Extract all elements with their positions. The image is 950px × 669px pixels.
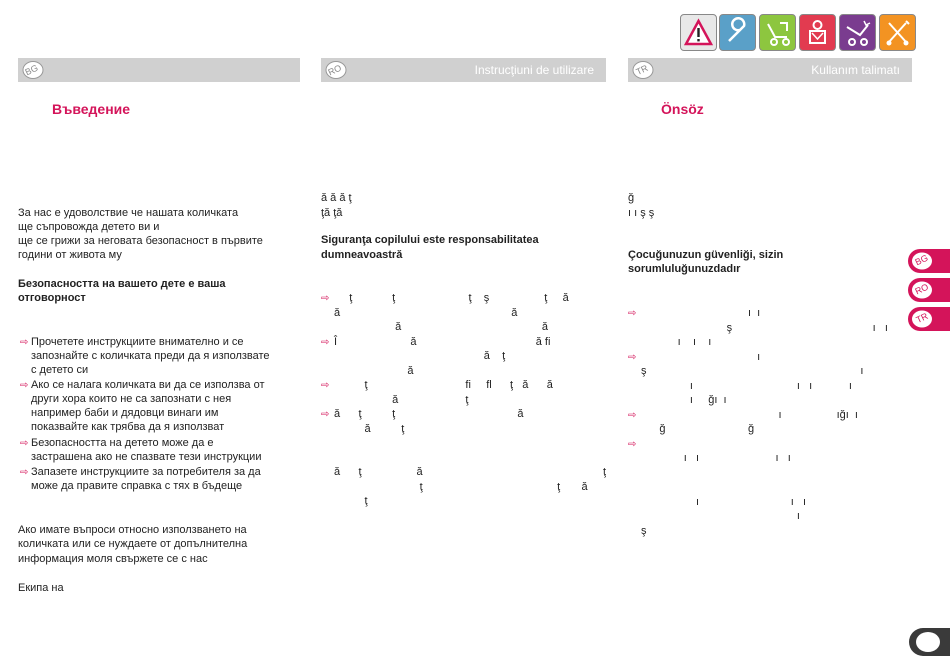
bg-bullet-4-1: Запазете инструкциите за потребителя за да bbox=[31, 466, 261, 478]
tr-body-line: ı ığı ı bbox=[641, 408, 858, 421]
bg-bullet-3-1: Безопасността на детето може да е bbox=[31, 437, 214, 449]
bg-intro-3: ще се грижи за неговата безопасност в първите bbox=[18, 235, 263, 247]
bullet-arrow-icon: ⇨ bbox=[20, 337, 29, 348]
heading-bg: Въведение bbox=[52, 101, 131, 117]
stroller-fold-icon bbox=[839, 14, 876, 51]
bullet-arrow-icon: ⇨ bbox=[628, 409, 637, 421]
ro-body-line: ţ fi fl ţ ă ă bbox=[334, 379, 553, 391]
bullet-arrow-icon: ⇨ bbox=[628, 438, 637, 450]
bullet-arrow-icon: ⇨ bbox=[321, 293, 330, 304]
bg-signoff: Екипа на bbox=[18, 582, 64, 594]
header-bar-ro bbox=[321, 58, 606, 82]
bg-bullet-1-1: Прочетете инструкциите внимателно и се bbox=[31, 336, 244, 348]
ro-body-line: ţ ţ ă bbox=[334, 480, 588, 493]
child-seat-icon bbox=[799, 14, 836, 51]
tr-body-line: ı ğı ı bbox=[641, 394, 727, 406]
tr-body-line: ı ı ı bbox=[641, 495, 807, 508]
ro-body-line: ţ bbox=[334, 495, 368, 507]
bullet-arrow-icon: ⇨ bbox=[628, 308, 637, 319]
warning-icon bbox=[680, 14, 717, 51]
tr-body-line: ğ ğ bbox=[641, 423, 755, 435]
bg-contact-3: информация моля свържете се с нас bbox=[18, 553, 208, 565]
bg-intro-4: години от живота му bbox=[18, 249, 122, 261]
ro-body-line: ă ă bbox=[334, 306, 518, 319]
tr-intro-1: ğ bbox=[628, 192, 635, 204]
tr-body-line: ı ı ı ı bbox=[641, 452, 791, 464]
bg-bullet-2-4: показвайте как трябва да я използват bbox=[31, 421, 225, 433]
bg-bullet-2-1: Ако се налага количката ви да се използва от bbox=[31, 379, 265, 391]
side-tab-ro[interactable] bbox=[908, 278, 950, 302]
tr-section-title-2: sorumluluğunuzdadır bbox=[628, 263, 741, 275]
bullet-arrow-icon: ⇨ bbox=[20, 380, 29, 391]
ro-body-line: Î ă ă fi bbox=[334, 335, 551, 348]
bg-bullet-4-2: може да правите справка с тях в бъдеще bbox=[31, 480, 243, 492]
ro-body-line: ă ţ bbox=[334, 393, 469, 406]
tr-body-line: ı ı bbox=[641, 307, 761, 319]
language-tag-bg-label: BG bbox=[23, 62, 40, 78]
side-tab-bg-label: BG bbox=[913, 252, 930, 268]
bg-contact-2: количката или се нуждаете от допълнителна bbox=[18, 538, 248, 550]
side-tab-tr[interactable] bbox=[908, 307, 950, 331]
ro-section-title-2: dumneavoastră bbox=[321, 249, 403, 261]
bg-section-title-2: отговорност bbox=[18, 292, 86, 304]
ro-intro-2: ţă ţă bbox=[321, 207, 343, 219]
bg-bullet-2-3: например баби и дядовци винаги им bbox=[31, 407, 219, 419]
bullet-arrow-icon: ⇨ bbox=[321, 336, 330, 348]
tr-body-line: ş ı bbox=[641, 365, 864, 377]
bullet-arrow-icon: ⇨ bbox=[628, 351, 637, 363]
bg-section-title-1: Безопасността на вашето дете е ваша bbox=[18, 278, 226, 290]
bullet-arrow-icon: ⇨ bbox=[321, 380, 330, 391]
ro-section-title-1: Siguranţa copilului este responsabilitatea bbox=[321, 234, 539, 246]
ro-body-line: ă ţ ă ţ bbox=[334, 466, 607, 478]
header-title-tr: Kullanım talimatı bbox=[811, 63, 900, 77]
tr-body-line: ş ı ı bbox=[641, 321, 888, 334]
ro-body-line: ă ă bbox=[334, 321, 548, 333]
language-tag-tr-label: TR bbox=[634, 62, 650, 78]
bg-bullet-2-2: други хора които не са запознати с нея bbox=[31, 393, 232, 405]
tr-section-title-1: Çocuğunuzun güvenliği, sizin bbox=[628, 249, 784, 261]
header-title-ro: Instrucţiuni de utilizare bbox=[474, 63, 594, 77]
bullet-arrow-icon: ⇨ bbox=[20, 438, 29, 449]
header-bar-tr bbox=[628, 58, 912, 82]
bg-contact-1: Ако имате въпроси относно използването на bbox=[18, 524, 247, 536]
ro-body-line: ă ţ bbox=[334, 422, 405, 435]
stroller-open-icon bbox=[879, 14, 916, 51]
bg-intro-2: ще съпровожда детето ви и bbox=[18, 221, 160, 233]
tr-body-line: ı ı ı bbox=[641, 336, 712, 348]
bullet-arrow-icon: ⇨ bbox=[20, 467, 29, 478]
language-tag-ro-label: RO bbox=[326, 62, 343, 78]
bullet-arrow-icon: ⇨ bbox=[321, 409, 330, 420]
header-bar-bg bbox=[18, 58, 300, 82]
tr-body-line: ı ı ı ı bbox=[641, 379, 852, 392]
side-tab-bg[interactable] bbox=[908, 249, 950, 273]
tools-icon bbox=[719, 14, 756, 51]
heading-tr: Önsöz bbox=[661, 101, 704, 117]
tr-body-line: ş bbox=[641, 524, 647, 537]
tr-body-line: ı bbox=[641, 510, 800, 522]
ro-body-line: ă ţ bbox=[334, 350, 506, 362]
bg-bullet-3-2: застрашена ако не спазвате тези инструкции bbox=[31, 451, 262, 463]
ro-body-line: ă bbox=[334, 364, 414, 377]
side-tab-ro-label: RO bbox=[913, 281, 930, 297]
tr-body-line: ı bbox=[641, 350, 761, 363]
bg-bullet-1-2: запознайте с количката преди да я използвате bbox=[31, 350, 270, 362]
ro-body-line: ţ ţ ţ ş ţ ă bbox=[334, 292, 569, 304]
stroller-icon bbox=[759, 14, 796, 51]
bg-intro-1: За нас е удоволствие че нашата количката bbox=[18, 207, 239, 219]
tr-intro-2: ı ı ş ş bbox=[628, 207, 655, 219]
bg-bullet-1-3: с детето си bbox=[31, 364, 89, 376]
ro-body-line: ă ţ ţ ă bbox=[334, 408, 524, 420]
page-badge bbox=[909, 628, 950, 656]
side-tab-tr-label: TR bbox=[914, 310, 930, 326]
ro-intro-1: ă ă ă ţ bbox=[321, 192, 352, 204]
